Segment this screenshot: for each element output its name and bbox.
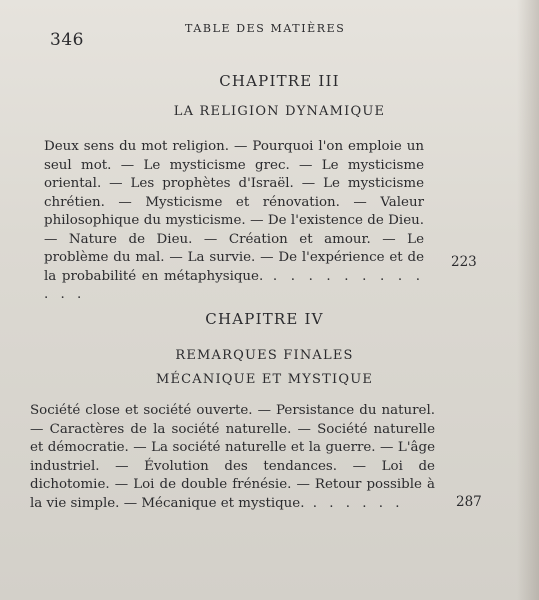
chapter-3-contents	[44, 138, 424, 305]
chapter-4-title-line1: REMARQUES FINALES	[175, 348, 354, 363]
chapter-4-contents	[30, 402, 435, 513]
chapter-3-heading: CHAPITRE III	[219, 72, 340, 90]
chapter-4-dot-leader: . . . . . .	[304, 495, 404, 511]
chapter-4-page-ref: 287	[456, 494, 482, 510]
chapter-4-contents-text: Société close et société ouverte. — Persistance du naturel. — Caractères de la société naturelle. — Société naturelle et démocratie. — La société naturelle et la guerre. — L'âge industriel. — Évolution des tendances. — Loi de dichotomie. — Loi de double frénésie. — Retour possible à la vie simple. — Mécanique et mystique.	[30, 403, 435, 511]
chapter-3-title: LA RELIGION DYNAMIQUE	[173, 104, 386, 119]
chapter-3-dot-leader: . . . . . . . . . . . .	[44, 268, 424, 302]
chapter-3-contents-text: Deux sens du mot religion. — Pourquoi l'on emploie un seul mot. — Le mysticisme grec. — Le mysticisme oriental. — Les prophètes d'Israël. — Le mysticisme chrétien. — Mysticisme et rénovation. — Valeur philosophique du mysticisme. — De l'existence de Dieu. — Nature de Dieu. — Création et amour. — Le problème du mal. — La survie. — De l'expérience et de la probabilité en métaphysique.	[44, 139, 424, 284]
running-head: TABLE DES MATIÈRES	[185, 22, 346, 35]
chapter-4-heading: CHAPITRE IV	[205, 310, 324, 328]
chapter-4-title-line2: MÉCANIQUE ET MYSTIQUE	[155, 372, 374, 387]
chapter-3-page-ref: 223	[451, 254, 477, 270]
page-number: 346	[50, 30, 84, 50]
